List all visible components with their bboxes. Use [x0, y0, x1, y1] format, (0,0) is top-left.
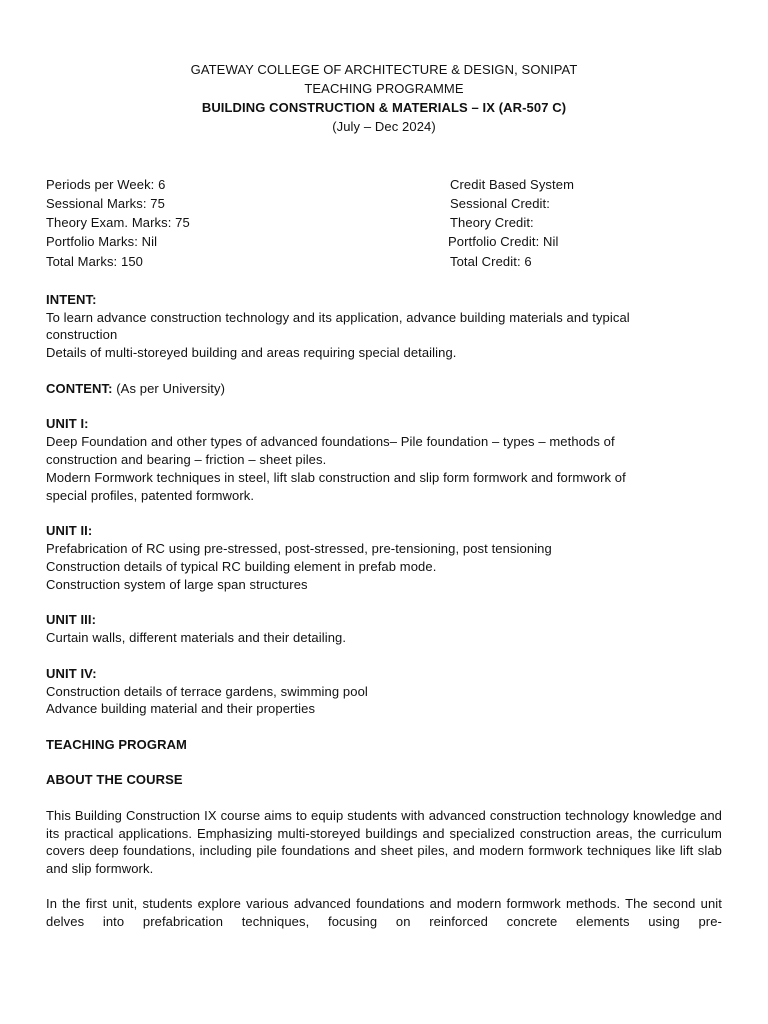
college-name: GATEWAY COLLEGE OF ARCHITECTURE & DESIGN, SONIPAT [190, 62, 578, 77]
portfolio-credit: Portfolio Credit: Nil [448, 234, 559, 249]
unit-line: Construction details of terrace gardens, swimming pool [46, 684, 368, 699]
intent-line: Details of multi-storeyed building and areas requiring special detailing. [46, 345, 457, 360]
unit-heading: UNIT III: [46, 612, 97, 627]
unit-line: Modern Formwork techniques in steel, lift slab construction and slip form formwork and formwork of [46, 470, 626, 485]
theory-exam-marks: Theory Exam. Marks: 75 [46, 215, 190, 230]
unit-line: Curtain walls, different materials and their detailing. [46, 630, 347, 645]
portfolio-marks: Portfolio Marks: Nil [46, 234, 158, 249]
intent-line: construction [46, 327, 118, 342]
unit-line: Deep Foundation and other types of advanced foundations– Pile foundation – types – methods of [46, 434, 615, 449]
unit-line: Construction system of large span structures [46, 577, 308, 592]
unit-line: construction and bearing – friction – sheet piles. [46, 452, 327, 467]
total-marks: Total Marks: 150 [46, 254, 143, 269]
unit-line: special profiles, patented formwork. [46, 488, 255, 503]
total-credit: Total Credit: 6 [450, 254, 532, 269]
unit-heading: UNIT I: [46, 416, 89, 431]
unit-line: Advance building material and their properties [46, 701, 316, 716]
about-paragraph: In the first unit, students explore various advanced foundations and modern formwork methods. The second unit delves into prefabrication techniques, focusing on reinforced concrete elements using pre- [46, 896, 722, 929]
content-heading: CONTENT: [46, 381, 113, 396]
content-line [46, 380, 225, 398]
unit-heading: UNIT IV: [46, 666, 97, 681]
unit-line: Prefabrication of RC using pre-stressed, post-stressed, pre-tensioning, post tensioning [46, 541, 552, 556]
teaching-program-heading: TEACHING PROGRAM [46, 737, 187, 752]
unit-heading: UNIT II: [46, 523, 93, 538]
unit-line: Construction details of typical RC building element in prefab mode. [46, 559, 437, 574]
periods-per-week: Periods per Week: 6 [46, 177, 166, 192]
sessional-marks: Sessional Marks: 75 [46, 196, 165, 211]
credit-system: Credit Based System [450, 177, 575, 192]
programme-title: TEACHING PROGRAMME [304, 81, 464, 96]
session-dates: (July – Dec 2024) [332, 119, 436, 134]
intent-line: To learn advance construction technology and its application, advance building materials and typical [46, 310, 630, 325]
sessional-credit: Sessional Credit: [450, 196, 550, 211]
about-heading: ABOUT THE COURSE [46, 772, 183, 787]
course-title: BUILDING CONSTRUCTION & MATERIALS – IX (AR-507 C) [201, 100, 567, 115]
content-note: (As per University) [112, 381, 226, 396]
intent-heading: INTENT: [46, 292, 97, 307]
theory-credit: Theory Credit: [450, 215, 534, 230]
about-paragraph: This Building Construction IX course aims to equip students with advanced construction technology knowledge and its practical applications. Emphasizing multi-storeyed buildings and specialized construction areas, the curriculum covers deep foundations, including pile foundations and sheet piles, and modern formwork techniques like lift slab and slip formwork. [46, 808, 722, 877]
